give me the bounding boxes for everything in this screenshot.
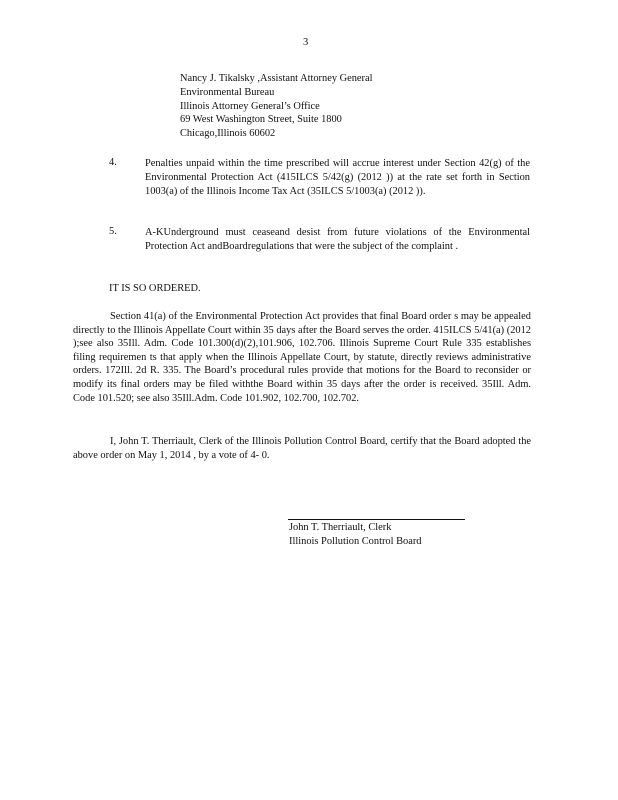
address-line: Illinois Attorney General’s Office <box>180 100 320 112</box>
item-text: A-KUnderground must ceaseand desist from future violations of the Environmental Protection Act andBoardregulations that were the subject of the complaint . <box>145 227 530 252</box>
item-number: 4. <box>109 157 117 168</box>
item-text: Penalties unpaid within the time prescribed will accrue interest under Section 42(g) of the Environmental Protection Act (415ILCS 5/42(g) (2012 )) at the rate set forth in Section 1003(a) of the Illinois Income Tax Act (35ILCS 5/1003(a) (2012 )). <box>145 158 530 197</box>
address-block <box>180 72 410 141</box>
signature-line <box>288 519 465 520</box>
item-number: 5. <box>109 226 117 237</box>
certification-paragraph: I, John T. Therriault, Clerk of the Illinois Pollution Control Board, certify that the Board adopted the above order on May 1, 2014 , by a vote of 4- 0. <box>73 436 531 461</box>
appeal-paragraph: Section 41(a) of the Environmental Protection Act provides that final Board order s may be appealed directly to the Illinois Appellate Court within 35 days after the Board serves the order. 415ILCS 5/41(a) (2012 );see also 35Ill. Adm. Code 101.300(d)(2),101.906, 102.706. Illinois Supreme Court Rule 335 establishes filing requiremen ts that apply when the Illinois Appellate Court, by statute, directly reviews administrative orders. 172Ill. 2d R. 335. The Board’s procedural rules provide that motions for the Board to reconsider or modify its final orders may be filed withthe Board within 35 days after the order is received. 35Ill. Adm. Code 101.520; see also 35Ill.Adm. Code 101.902, 102.700, 102.702. <box>73 311 531 404</box>
address-line: Nancy J. Tikalsky ,Assistant Attorney General <box>180 73 373 84</box>
board-name: Illinois Pollution Control Board <box>289 535 422 547</box>
address-line: 69 West Washington Street, Suite 1800 <box>180 114 342 126</box>
clerk-name: John T. Therriault, Clerk <box>289 522 392 533</box>
signature-block <box>289 521 422 549</box>
address-line: Chicago,Illinois 60602 <box>180 128 276 140</box>
so-ordered: IT IS SO ORDERED. <box>109 283 201 294</box>
address-line: Environmental Bureau <box>180 86 275 98</box>
page-number: 3 <box>303 37 309 48</box>
